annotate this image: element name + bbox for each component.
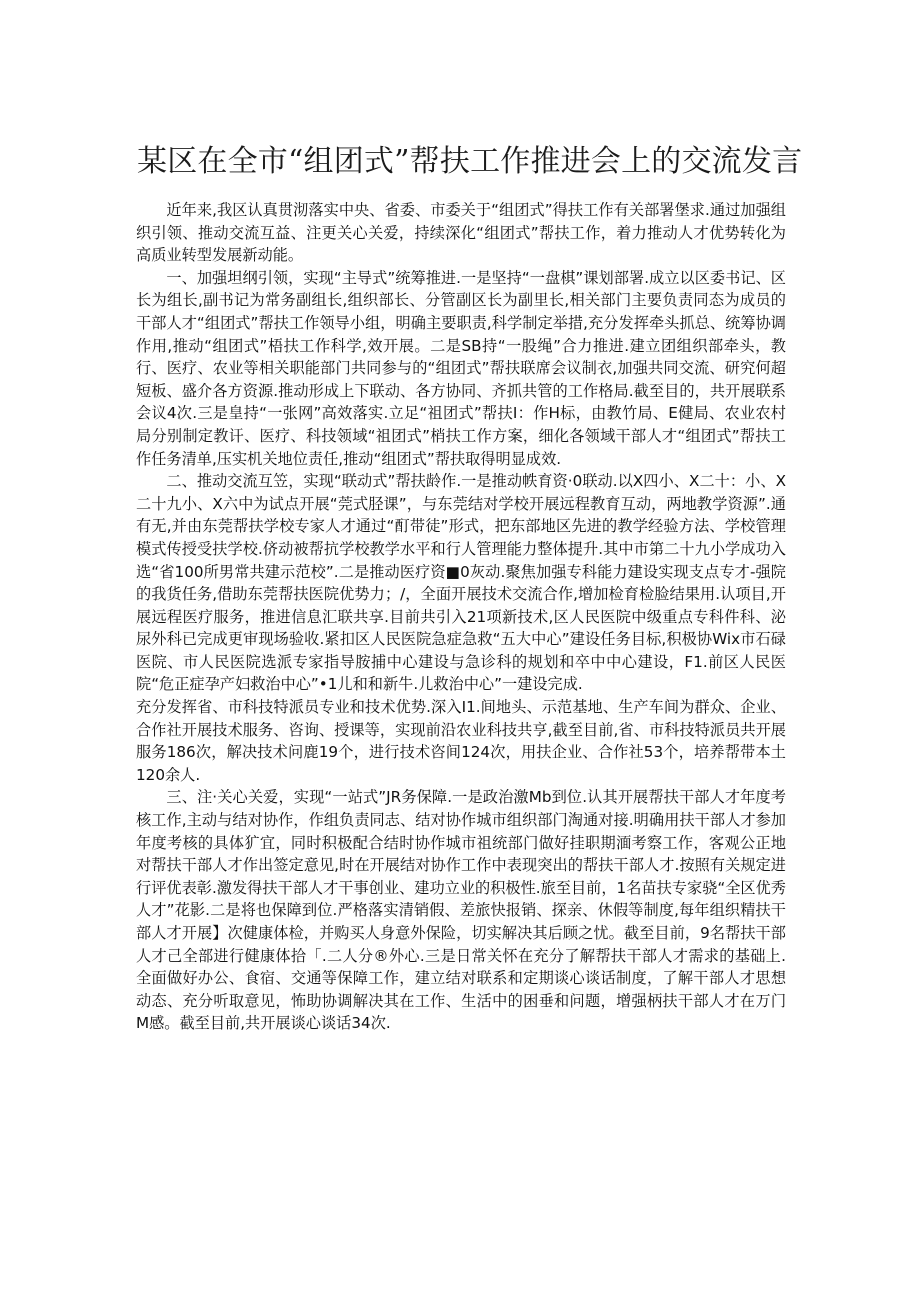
paragraph-section-2-continued: 充分发挥省、市科技特派员专业和技术优势.深入I1.间地头、示范基地、生产车间为群众、企业、合作社开展技术服务、咨询、授课等，实现前沿农业科技共亨,截至目前,省、市科技特派员共开展服务186次，解决技术问鹿19个，进行技术咨间124次，用扶企业、合作社53个，培养帮带本土120余人.	[136, 698, 786, 784]
document-title: 某区在全市“组团式”帮扶工作推进会上的交流发言	[137, 144, 803, 179]
paragraph-section-3: 三、注·关心关爱，实现“一站式”JR务保障.一是政治激Mb到位.认其开展帮扶干部人才年度考核工作,主动与结对协作，作组负责同志、结对协作城市组织部门淘通对接.明确用扶干部人才参加年度考核的具体犷宜，同时积极配合结时协作城市祖统部门做好挂职期湎考察工作，客观公正地对帮扶干部人才作出签定意见,时在开展结对协作工作中表现突出的帮扶干部人才.按照有关规定进行评优表彰.激发得扶干部人才干事创业、建功立业的积极性.旅至目前，1名苗扶专家骁“全区优秀人才”花影.二是将也保障到位.严格落实清销假、差旅快报销、探亲、休假等制度,每年组织精扶干部人才开展】次健康体检，并购买人身意外保险，切实解决其后顾之忧。截至目前，9名帮扶干部人才己全部进行健康体拾「.二人分®外心.三是日常关怀在充分了解帮扶干部人才需求的基础上.全面做好办公、食宿、交通等保障工作，建立结对联系和定期谈心谈话制度，了解干部人才思想动态、充分听取意见，怖助协调解决其在工作、生活中的困垂和问题，增强柄扶干部人才在万门M感。截至目前,共开展谈心谈话34次.	[136, 788, 786, 1033]
paragraph-section-2: 二、推动交流互笠，实现“联动式”帮扶龄作.一是推动帙育资·0联动.以X四小、X二十：小、X二十九小、X六中为试点开展“莞式胫课”，与东莞结对学校开展远程教育互动，两地教学资源”.通有无,并由东莞帮扶学校专家人才通过“酊带徒”形式，把东部地区先进的教学经验方法、学校管理模式传授受扶学校.侪动被帮抗学校教学水平和行人管理能力整体提升.其中市第二十九小学成功入选“省100所男常共建示范校”.二是推动医疗资■0灰动.聚焦加强专科能力建设实现支点专才-强院的我货任务,借助东莞帮扶医院优势力；/，全面开展技术交流合作,增加检育检脸结果用.认项目,开展远程医疗服务，推进信息汇联共享.目前共引入21项新技术,区人民医院中级重点专科件科、泌尿外科已完成更审现场验收.紧扣区人民医院急症急救“五大中心”建设任务目标,积极协Wix市石碌医院、市人民医院选派专家指导胺捕中心建设与急诊科的规划和卒中中心建设，F1.前区人民医院“危正症孕产妇救治中心”•1儿和和新牛.儿救治中心”一建设完成.	[136, 472, 786, 694]
paragraph-section-1: 一、加强坦纲引领，实现“主导式”统筹推进.一是坚持“一盘棋”课划部署.成立以区委书记、区长为组长,副书记为常务副组长,组织部长、分管副区长为副里长,相关部门主要负责同态为成员的干部人才“组团式”帮扶工作领导小组，明确主要职责,科学制定举措,充分发挥牵头抓总、统筹协调作用,推动“组团式”梧扶工作科学,效开展。二是SB持“一股绳”合力推进.建立团组织部牵头，教行、医疗、农业等相关职能部门共同参与的“组团式”帮扶联席会议制衣,加强共同交流、研究何超短板、盛介各方资源.推动形成上下联动、各方协同、齐抓共管的工作格局.截至目的，共开展联系会议4次.三是皇持“一张网”高效落实.立足“祖团式”帮扶I：作H标，由教竹局、E健局、农业农村局分别制定教讦、医疗、科技领域“祖团式”梢扶工作方案，细化各领域干部人才“组团式”帮扶工作任务清单,压实机关地位责任,推动“组团式”帮扶取得明显成效.	[136, 268, 786, 468]
paragraph-intro: 近年来,我区认真贯沏落实中央、省委、市委关于“组团式”得扶工作有关部署堡求.通过加强组织引领、推动交流互益、注更关心关爱，持续深化“组团式”帮扶工作，着力推动人才优势转化为高质业转型发展新动能。	[136, 201, 786, 265]
document-body	[136, 199, 786, 1035]
